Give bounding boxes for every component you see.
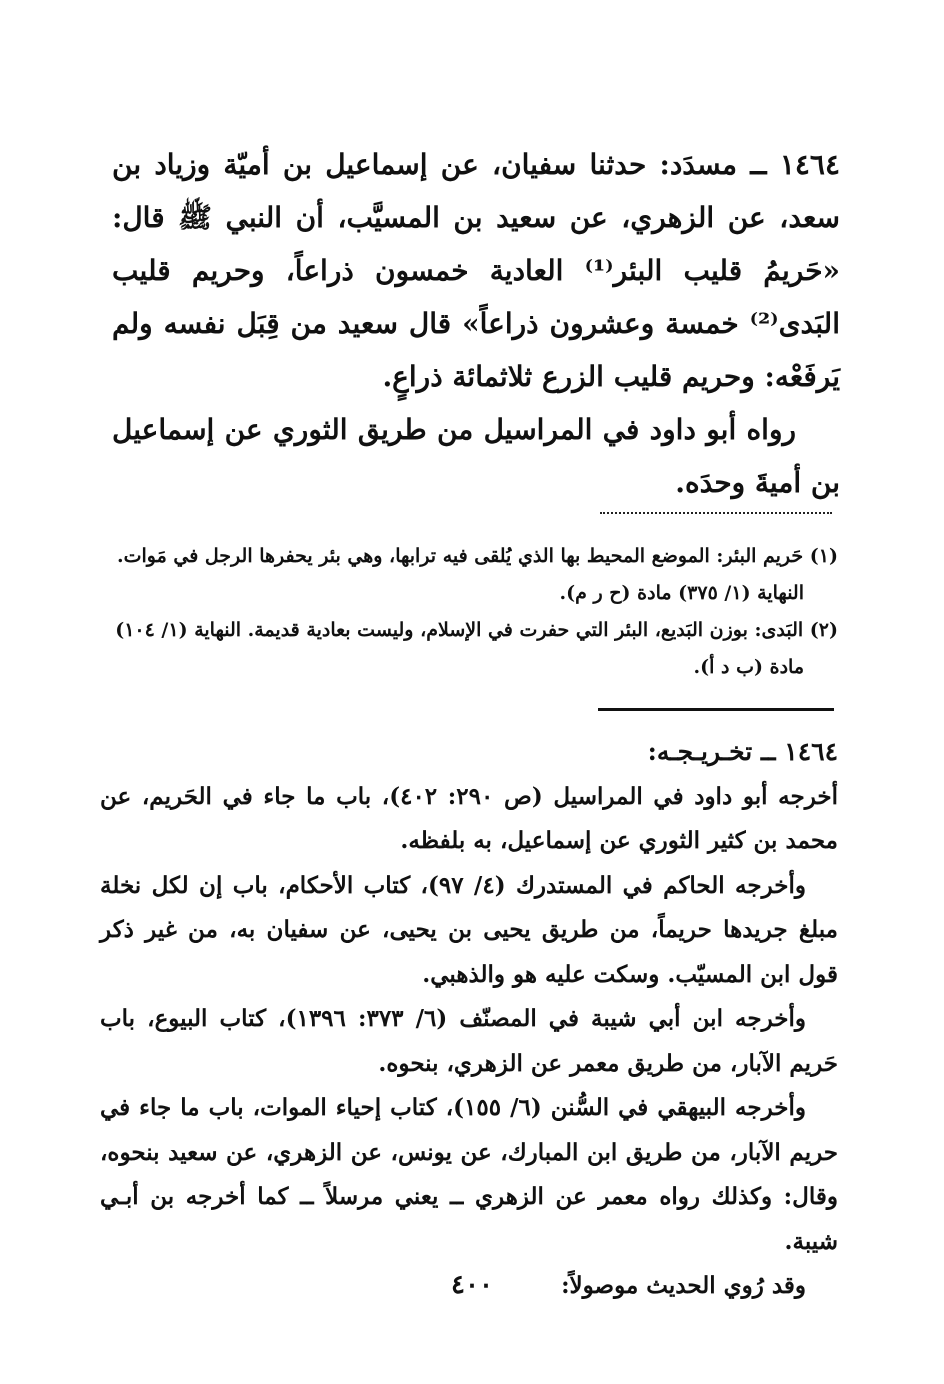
page-number: ٤٠٠: [451, 1270, 493, 1300]
section-divider: [598, 708, 834, 711]
takhrij-paragraph-2: وأخرجه الحاكم في المستدرك (٤/ ٩٧)، كتاب الأحكام، باب إن لكل نخلة مبلغ جريدها حريماً، من طريق يحيى بن يحيى، عن سفيان به، من غير ذكر قول ابن المسيّب. وسكت عليه هو والذهبي.: [100, 871, 838, 988]
takhrij-paragraph-3: وأخرجه ابن أبي شيبة في المصنّف (٦/ ٣٧٣: ١٣٩٦)، كتاب البيوع، باب حَريم الآبار، من طريق معمر عن الزهري، بنحوه.: [100, 1005, 838, 1077]
narration-note: رواه أبو داود في المراسيل من طريق الثوري عن إسماعيل بن أميةَ وحدَه.: [112, 413, 840, 499]
footnote-2-line-1: (٢) البَدى: بوزن البَديع، البئر التي حفرت في الإسلام، وليست بعادية قديمة. النهاية (١/ ١٠٤): [115, 619, 838, 641]
hadith-paragraph: ١٤٦٤ ــ مسدَد: حدثنا سفيان، عن إسماعيل بن أميّة وزياد بن سعد، عن الزهري، عن سعيد بن المسيَّب، أن النبي ﷺ قال: «حَريمُ قليب البئر⁽¹⁾ العادية خمسون ذراعاً، وحريم قليب البَدى⁽²⁾ خمسة وعشرون ذراعاً» قال سعيد من قِبَل نفسه ولم يَرفَعْه: وحريم قليب الزرع ثلاثمائة ذراعٍ.: [112, 148, 840, 393]
footnote-separator-dots: [600, 512, 832, 514]
footnote-2-line-2: مادة (ب د أ).: [693, 656, 804, 678]
takhrij-section: [100, 730, 838, 1309]
footnotes: [112, 538, 838, 686]
takhrij-paragraph-1: أخرجه أبو داود في المراسيل (ص ٢٩٠: ٤٠٢)، باب ما جاء في الحَريم، عن محمد بن كثير الثوري عن إسماعيل، به بلفظه.: [100, 782, 839, 854]
takhrij-paragraph-4: وأخرجه البيهقي في السُّنن (٦/ ١٥٥)، كتاب إحياء الموات، باب ما جاء في حريم الآبار، من طريق ابن المبارك، عن يونس، عن الزهري، عن سعيد بنحوه، وقال: وكذلك رواه معمر عن الزهري ــ يعني مرسلاً ــ كما أخرجه بن أبـي شيبة.: [100, 1094, 838, 1255]
footnote-1-line-1: (١) حَريم البئر: الموضع المحيط بها الذي يُلقى فيه ترابها، وهي بئر يحفرها الرجل في مَوات.: [117, 545, 838, 567]
takhrij-heading: ١٤٦٤ ــ تخـريـجـه:: [647, 737, 838, 766]
takhrij-paragraph-5: وقد رُوي الحديث موصولاً:: [561, 1272, 806, 1299]
hadith-text: [112, 138, 840, 509]
footnote-1-line-2: النهاية (١/ ٣٧٥) مادة (ح ر م).: [559, 582, 804, 604]
